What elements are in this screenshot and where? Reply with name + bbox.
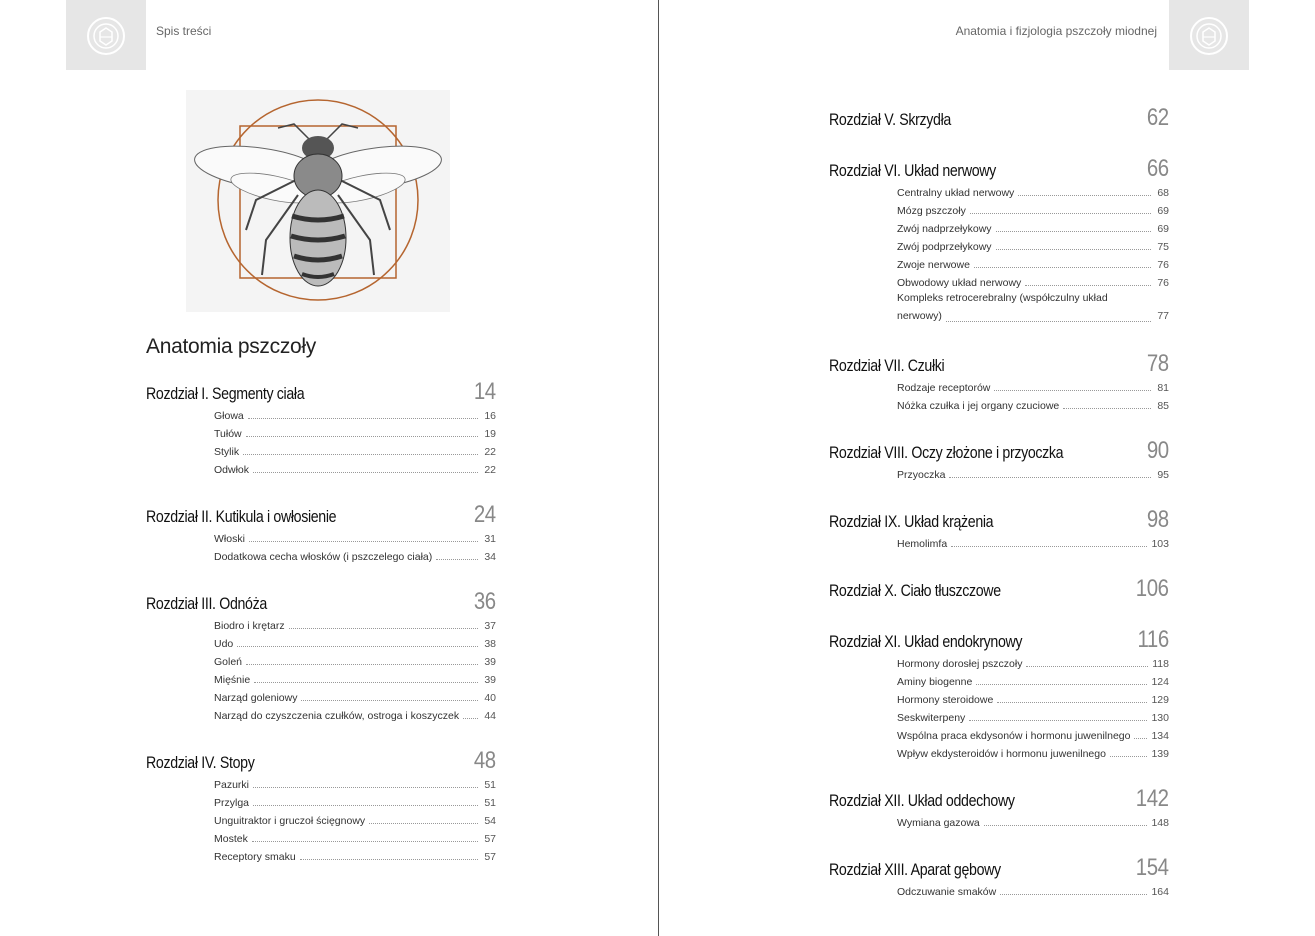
entry-page-number: 39	[484, 656, 496, 668]
toc-chapter	[829, 622, 1169, 760]
entry-page-number: 51	[484, 797, 496, 809]
toc-entry[interactable]	[214, 845, 496, 863]
toc-entry[interactable]	[897, 217, 1169, 235]
chapter-title: Rozdział XIII. Aparat gębowy	[829, 861, 1001, 879]
toc-entry[interactable]	[897, 376, 1169, 394]
entry-page-number: 76	[1157, 277, 1169, 289]
chapter-page-number: 62	[1147, 104, 1169, 131]
entry-page-number: 16	[484, 410, 496, 422]
dot-leader	[1000, 894, 1147, 895]
toc-chapter	[829, 346, 1169, 412]
dot-leader	[1018, 195, 1151, 196]
toc-chapter	[829, 502, 1169, 550]
dot-leader	[1110, 756, 1148, 757]
toc-entry[interactable]	[897, 235, 1169, 253]
chapter-heading-row[interactable]	[829, 100, 1169, 130]
entry-page-number: 85	[1157, 400, 1169, 412]
dot-leader	[237, 646, 478, 647]
toc-entry[interactable]	[897, 811, 1169, 829]
toc-entry[interactable]	[214, 632, 496, 650]
entry-label: Hemolimfa	[897, 538, 948, 550]
entry-label: Goleń	[214, 656, 243, 668]
entry-label: Hormony dorosłej pszczoły	[897, 658, 1023, 670]
chapter-heading-row[interactable]	[146, 743, 496, 773]
entry-label: Nóżka czułka i jej organy czuciowe	[897, 400, 1060, 412]
dot-leader	[996, 231, 1151, 232]
entry-page-number: 69	[1157, 223, 1169, 235]
entry-page-number: 34	[484, 551, 496, 563]
entry-label: Kompleks retrocerebralny (współczulny układ	[897, 292, 1108, 304]
dot-leader	[974, 267, 1151, 268]
chapter-page-number: 90	[1147, 437, 1169, 464]
chapter-page-number: 66	[1147, 155, 1169, 182]
bee-logo-icon	[1189, 16, 1229, 56]
entry-page-number: 40	[484, 692, 496, 704]
dot-leader	[243, 454, 478, 455]
entry-label: Przylga	[214, 797, 250, 809]
toc-entry[interactable]	[897, 181, 1169, 199]
chapter-page-number: 48	[474, 747, 496, 774]
chapter-page-number: 14	[474, 378, 496, 405]
toc-entry[interactable]	[897, 688, 1169, 706]
entry-page-number: 39	[484, 674, 496, 686]
toc-entry[interactable]	[897, 880, 1169, 898]
toc-entry[interactable]	[214, 545, 496, 563]
dot-leader	[996, 249, 1151, 250]
entry-label: Zwój podprzełykowy	[897, 241, 992, 253]
entry-label: Pazurki	[214, 779, 250, 791]
bee-logo-icon	[86, 16, 126, 56]
dot-leader	[254, 682, 478, 683]
chapter-title: Rozdział IX. Układ krążenia	[829, 513, 994, 531]
dot-leader	[994, 390, 1151, 391]
dot-leader	[951, 546, 1147, 547]
toc-entry[interactable]	[897, 463, 1169, 481]
entry-label: Unguitraktor i gruczoł ścięgnowy	[214, 815, 366, 827]
entry-label: Zwoje nerwowe	[897, 259, 970, 271]
entry-label: Stylik	[214, 446, 240, 458]
entry-page-number: 77	[1157, 310, 1169, 322]
entry-label: Seskwiterpeny	[897, 712, 966, 724]
entry-label: Rodzaje receptorów	[897, 382, 991, 394]
toc-entry[interactable]	[897, 532, 1169, 550]
toc-entry[interactable]	[214, 422, 496, 440]
right-header-box	[1169, 0, 1249, 70]
entry-label: Głowa	[214, 410, 244, 422]
chapter-title: Rozdział V. Skrzydła	[829, 111, 951, 129]
entry-page-number: 134	[1151, 730, 1169, 742]
toc-entry[interactable]	[214, 440, 496, 458]
entry-page-number: 129	[1151, 694, 1169, 706]
dot-leader	[1134, 738, 1147, 739]
dot-leader	[463, 718, 478, 719]
chapter-title: Rozdział VI. Układ nerwowy	[829, 162, 996, 180]
dot-leader	[252, 841, 478, 842]
entry-page-number: 44	[484, 710, 496, 722]
left-header-box	[66, 0, 146, 70]
chapter-page-number: 36	[474, 588, 496, 615]
chapter-title: Rozdział XII. Układ oddechowy	[829, 792, 1015, 810]
entry-label: Wspólna praca ekdysonów i hormonu juwenilnego	[897, 730, 1131, 742]
entry-label: Wpływ ekdysteroidów i hormonu juwenilnego	[897, 748, 1106, 760]
entry-page-number: 51	[484, 779, 496, 791]
toc-chapter	[829, 571, 1169, 601]
toc-entry[interactable]	[897, 199, 1169, 217]
toc-entry[interactable]	[897, 652, 1169, 670]
dot-leader	[1063, 408, 1151, 409]
entry-page-number: 164	[1151, 886, 1169, 898]
entry-label: Odczuwanie smaków	[897, 886, 997, 898]
chapter-page-number: 98	[1147, 506, 1169, 533]
section-title: Anatomia pszczoły	[146, 335, 316, 358]
toc-entry[interactable]	[214, 686, 496, 704]
entry-label: Aminy biogenne	[897, 676, 973, 688]
entry-label: Wymiana gazowa	[897, 817, 980, 829]
entry-page-number: 37	[484, 620, 496, 632]
toc-chapter	[829, 100, 1169, 130]
chapter-heading-row[interactable]	[829, 433, 1169, 463]
dot-leader	[1026, 666, 1148, 667]
toc-entry[interactable]	[214, 404, 496, 422]
entry-page-number: 148	[1151, 817, 1169, 829]
chapter-title: Rozdział IV. Stopy	[146, 754, 255, 772]
entry-label: Włoski	[214, 533, 245, 545]
toc-entry[interactable]	[214, 614, 496, 632]
toc-entry[interactable]	[897, 724, 1169, 742]
entry-page-number: 75	[1157, 241, 1169, 253]
chapter-heading-row[interactable]	[829, 502, 1169, 532]
chapter-title: Rozdział I. Segmenty ciała	[146, 385, 305, 403]
chapter-title: Rozdział VII. Czułki	[829, 357, 945, 375]
entry-page-number: 31	[484, 533, 496, 545]
toc-entry[interactable]	[214, 650, 496, 668]
dot-leader	[246, 436, 478, 437]
entry-page-number: 54	[484, 815, 496, 827]
toc-entry[interactable]	[214, 458, 496, 476]
left-running-title: Spis treści	[156, 24, 212, 38]
toc-entry[interactable]	[214, 704, 496, 722]
entry-label: Narząd do czyszczenia czułków, ostroga i koszyczek	[214, 710, 460, 722]
entry-label: Obwodowy układ nerwowy	[897, 277, 1022, 289]
toc-entry[interactable]	[897, 706, 1169, 724]
entry-page-number: 124	[1151, 676, 1169, 688]
dot-leader	[246, 664, 478, 665]
toc-chapter	[146, 584, 496, 722]
dot-leader	[253, 787, 478, 788]
entry-page-number: 95	[1157, 469, 1169, 481]
chapter-title: Rozdział III. Odnóża	[146, 595, 267, 613]
toc-entry[interactable]	[214, 668, 496, 686]
toc-chapter	[829, 433, 1169, 481]
chapter-page-number: 78	[1147, 350, 1169, 377]
dot-leader	[253, 472, 478, 473]
dot-leader	[289, 628, 478, 629]
toc-entry[interactable]	[897, 394, 1169, 412]
dot-leader	[946, 321, 1151, 322]
entry-label: Dodatkowa cecha włosków (i pszczelego ciała)	[214, 551, 433, 563]
toc-entry[interactable]	[897, 289, 1169, 325]
entry-label: Biodro i krętarz	[214, 620, 285, 632]
chapter-page-number: 24	[474, 501, 496, 528]
entry-label: Narząd goleniowy	[214, 692, 298, 704]
right-running-title: Anatomia i fizjologia pszczoły miodnej	[955, 24, 1157, 38]
entry-page-number: 19	[484, 428, 496, 440]
entry-label: Udo	[214, 638, 234, 650]
dot-leader	[970, 213, 1151, 214]
book-spine	[658, 0, 659, 936]
toc-entry[interactable]	[214, 773, 496, 791]
entry-page-number: 38	[484, 638, 496, 650]
entry-page-number: 57	[484, 851, 496, 863]
entry-label: Receptory smaku	[214, 851, 296, 863]
entry-page-number: 118	[1152, 658, 1169, 670]
dot-leader	[436, 559, 478, 560]
entry-label: Hormony steroidowe	[897, 694, 994, 706]
dot-leader	[249, 541, 478, 542]
toc-entry[interactable]	[214, 809, 496, 827]
dot-leader	[369, 823, 478, 824]
dot-leader	[253, 805, 478, 806]
entry-page-number: 103	[1151, 538, 1169, 550]
entry-label: Tułów	[214, 428, 242, 440]
entry-page-number: 22	[484, 446, 496, 458]
chapter-title: Rozdział XI. Układ endokrynowy	[829, 633, 1023, 651]
toc-entry[interactable]	[897, 670, 1169, 688]
chapter-title: Rozdział II. Kutikula i owłosienie	[146, 508, 337, 526]
chapter-heading-row[interactable]	[829, 850, 1169, 880]
chapter-heading-row[interactable]	[829, 781, 1169, 811]
chapter-page-number: 142	[1136, 785, 1169, 812]
dot-leader	[300, 859, 478, 860]
toc-entry[interactable]	[897, 253, 1169, 271]
entry-page-number: 139	[1151, 748, 1169, 760]
left-toc-column	[146, 374, 496, 884]
entry-page-number: 130	[1151, 712, 1169, 724]
entry-label: Zwój nadprzełykowy	[897, 223, 992, 235]
chapter-page-number: 116	[1137, 626, 1169, 653]
toc-chapter	[829, 151, 1169, 325]
dot-leader	[976, 684, 1147, 685]
toc-entry[interactable]	[214, 527, 496, 545]
toc-entry[interactable]	[897, 742, 1169, 760]
chapter-heading-row[interactable]	[146, 374, 496, 404]
toc-chapter	[829, 781, 1169, 829]
entry-label: Odwłok	[214, 464, 250, 476]
bee-illustration	[186, 90, 450, 312]
entry-label: Mostek	[214, 833, 248, 845]
chapter-heading-row[interactable]	[146, 497, 496, 527]
dot-leader	[997, 702, 1147, 703]
toc-chapter	[146, 497, 496, 563]
entry-label: Przyoczka	[897, 469, 946, 481]
dot-leader	[248, 418, 478, 419]
chapter-title: Rozdział X. Ciało tłuszczowe	[829, 582, 1001, 600]
entry-page-number: 69	[1157, 205, 1169, 217]
entry-label: Mięśnie	[214, 674, 251, 686]
dot-leader	[1025, 285, 1151, 286]
dot-leader	[969, 720, 1147, 721]
chapter-heading-row[interactable]	[829, 151, 1169, 181]
chapter-title: Rozdział VIII. Oczy złożone i przyoczka	[829, 444, 1064, 462]
entry-label: Mózg pszczoły	[897, 205, 966, 217]
right-toc-column	[829, 100, 1169, 919]
entry-page-number: 81	[1157, 382, 1169, 394]
toc-chapter	[829, 850, 1169, 898]
toc-entry[interactable]	[214, 827, 496, 845]
toc-entry[interactable]	[897, 271, 1169, 289]
entry-page-number: 68	[1157, 187, 1169, 199]
entry-page-number: 57	[484, 833, 496, 845]
toc-entry[interactable]	[214, 791, 496, 809]
chapter-heading-row[interactable]	[829, 571, 1169, 601]
chapter-page-number: 154	[1136, 854, 1169, 881]
chapter-heading-row[interactable]	[829, 346, 1169, 376]
chapter-page-number: 106	[1136, 575, 1169, 602]
toc-chapter	[146, 743, 496, 863]
chapter-heading-row[interactable]	[146, 584, 496, 614]
dot-leader	[984, 825, 1148, 826]
entry-page-number: 76	[1157, 259, 1169, 271]
entry-page-number: 22	[484, 464, 496, 476]
toc-chapter	[146, 374, 496, 476]
chapter-heading-row[interactable]	[829, 622, 1169, 652]
entry-label: Centralny układ nerwowy	[897, 187, 1015, 199]
dot-leader	[301, 700, 478, 701]
dot-leader	[949, 477, 1151, 478]
entry-label-continuation: nerwowy)	[897, 310, 942, 322]
